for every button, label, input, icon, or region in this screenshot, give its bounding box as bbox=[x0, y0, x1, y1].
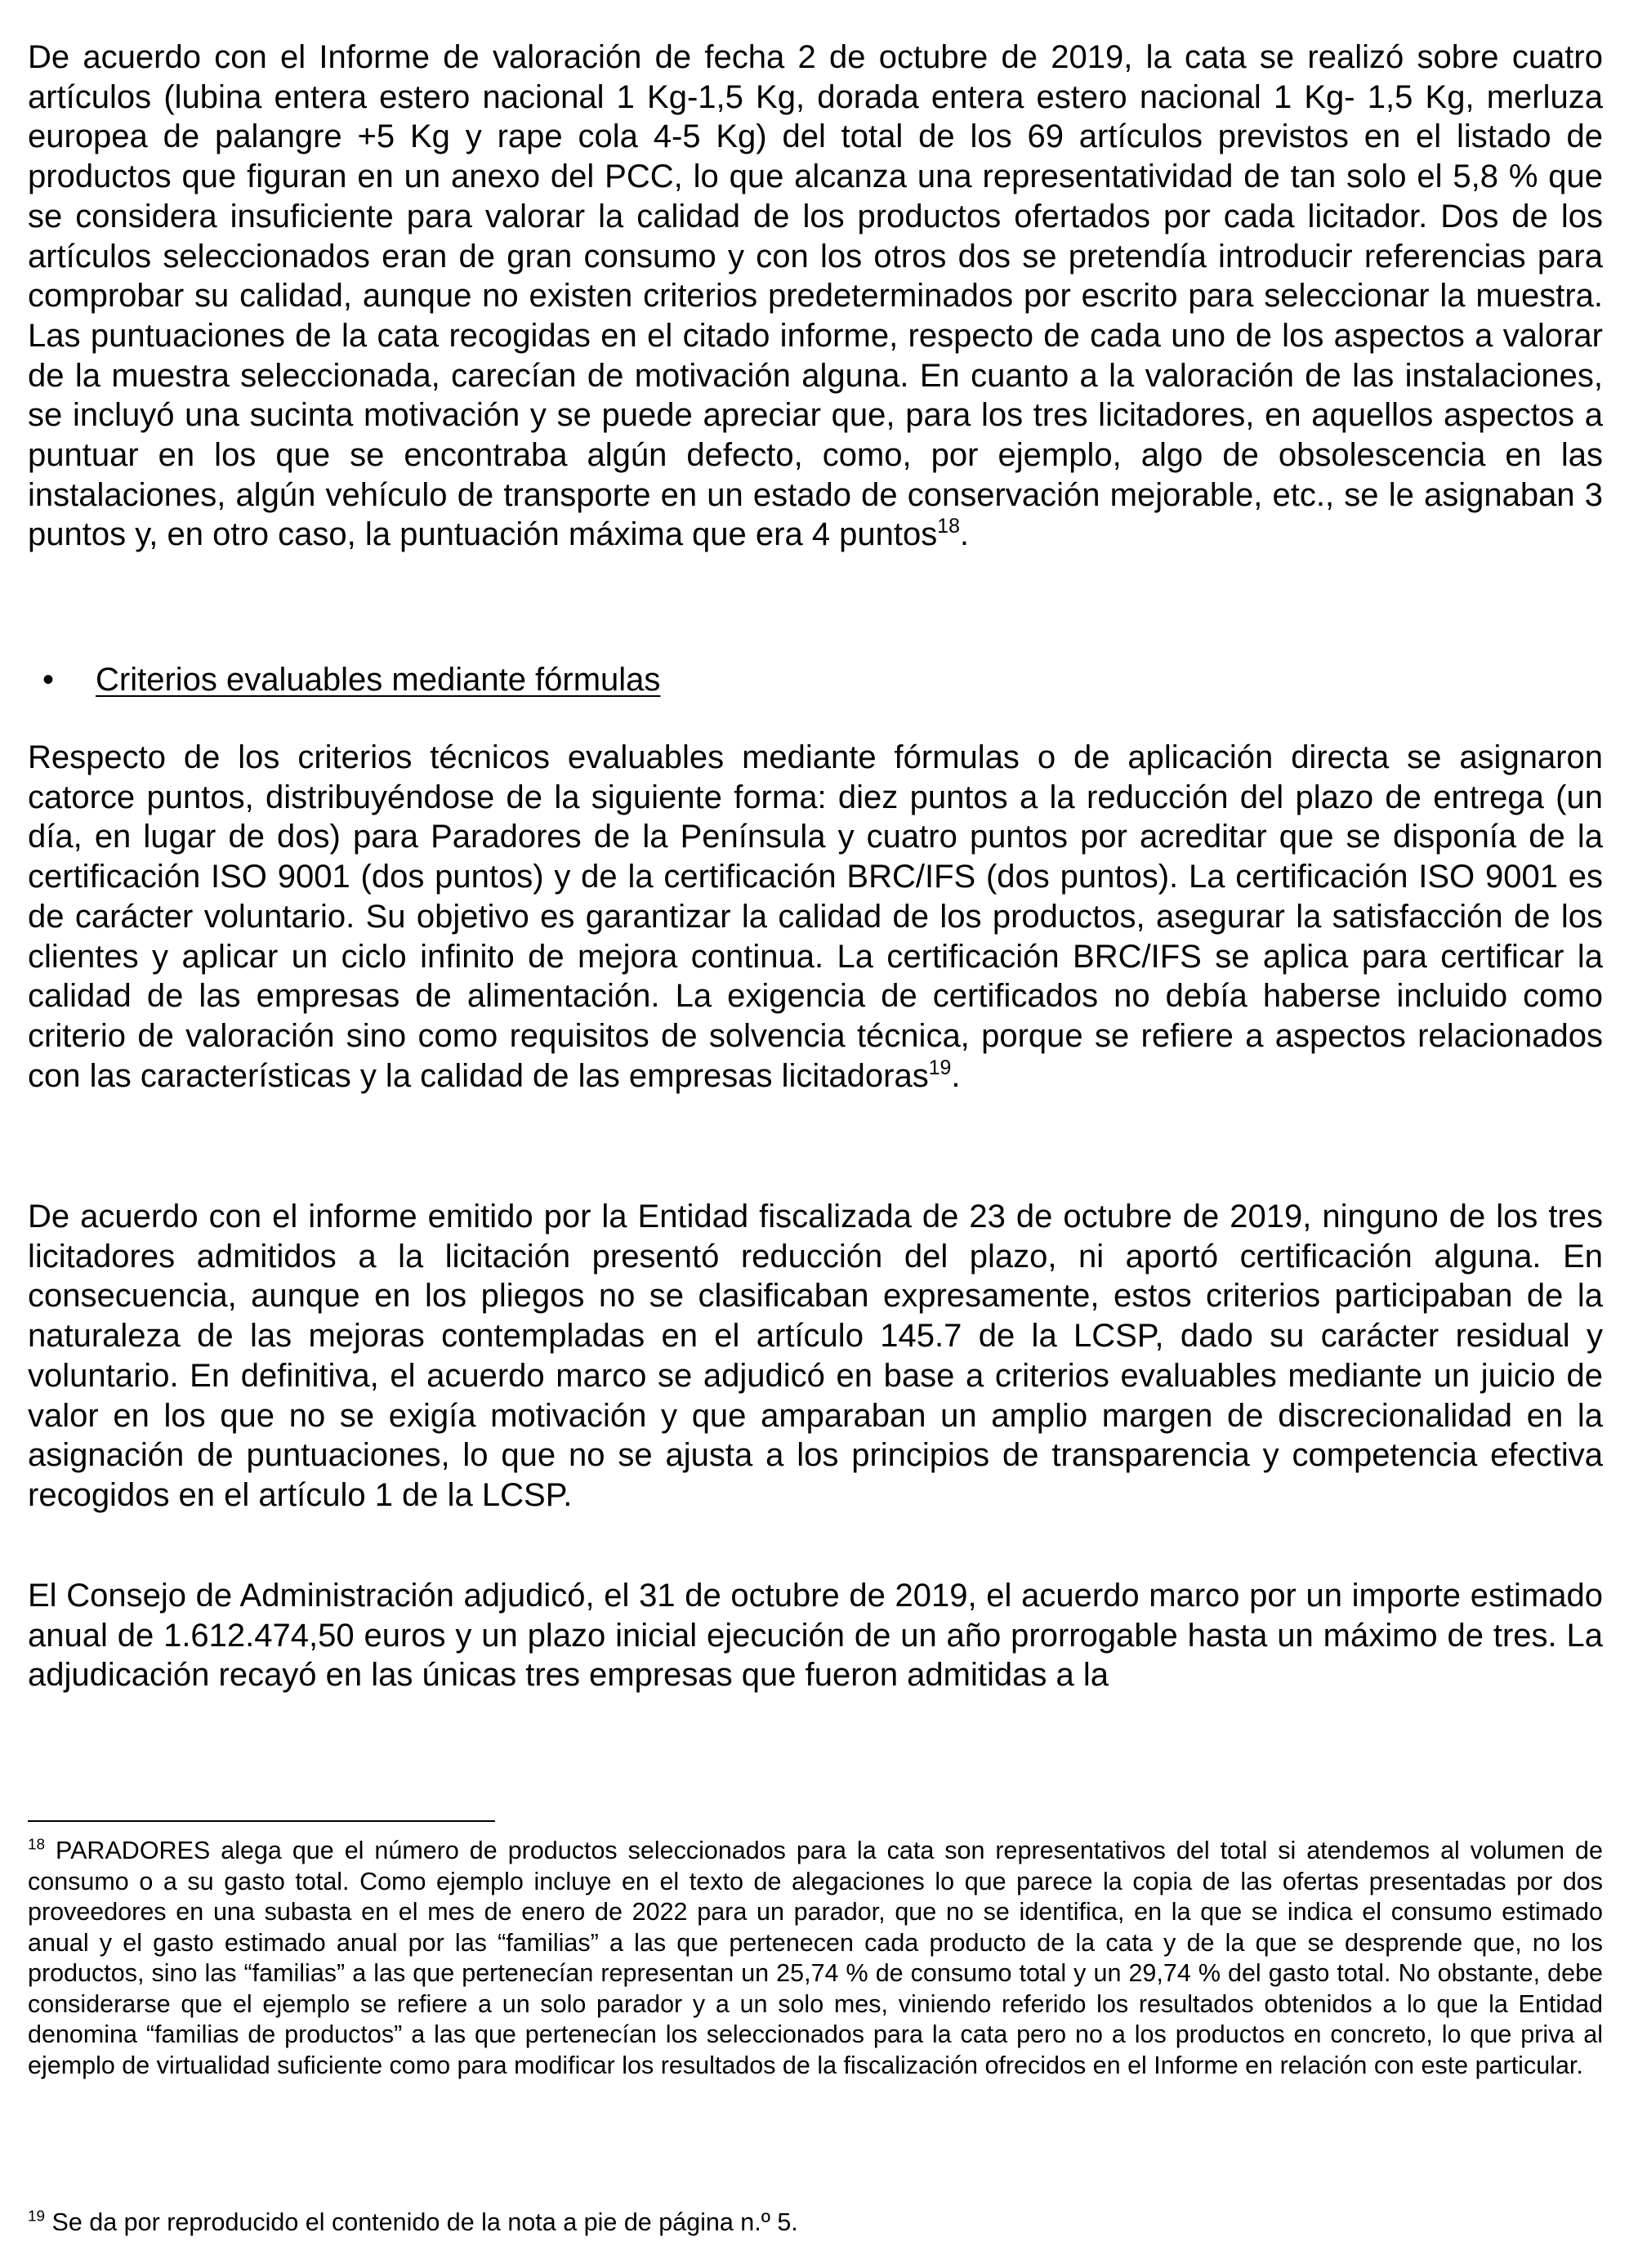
footnote-number: 18 bbox=[28, 1836, 46, 1854]
section-heading: Criterios evaluables mediante fórmulas bbox=[96, 662, 661, 698]
footnote-text: Se da por reproducido el contenido de la nota a pie de página n.º 5. bbox=[45, 2208, 798, 2236]
paragraph-text: Respecto de los criterios técnicos evaluables mediante fórmulas o de aplicación directa se asignaron catorce puntos, distribuyéndose de la siguiente forma: diez puntos a la reducción del plazo de entrega (un día, en lugar de dos) para Paradores de la Península y cuatro puntos por acreditar que se disponía de la certificación ISO 9001 (dos puntos) y de la certificación BRC/IFS (dos puntos). La certificación ISO 9001 es de carácter voluntario. Su objetivo es garantizar la calidad de los productos, asegurar la satisfacción de los clientes y aplicar un ciclo infinito de mejora continua. La certificación BRC/IFS se aplica para certificar la calidad de las empresas de alimentación. La exigencia de certificados no debía haberse incluido como criterio de valoración sino como requisitos de solvencia técnica, porque se refiere a aspectos relacionados con las características y la calidad de las empresas licitadoras bbox=[28, 739, 1603, 1094]
paragraph-text: De acuerdo con el Informe de valoración de fecha 2 de octubre de 2019, la cata se realizó sobre cuatro artículos (lubina entera estero nacional 1 Kg-1,5 Kg, dorada entera estero nacional 1 Kg- 1,5 Kg, merluza europea de palangre +5 Kg y rape cola 4-5 Kg) del total de los 69 artículos previstos en el listado de productos que figuran en un anexo del PCC, lo que alcanza una representatividad de tan solo el 5,8 % que se considera insuficiente para valorar la calidad de los productos ofertados por cada licitador. Dos de los artículos seleccionados eran de gran consumo y con los otros dos se pretendía introducir referencias para comprobar su calidad, aunque no existen criterios predeterminados por escrito para seleccionar la muestra. Las puntuaciones de la cata recogidas en el citado informe, respecto de cada uno de los aspectos a valorar de la muestra seleccionada, carecían de motivación alguna. En cuanto a la valoración de las instalaciones, se incluyó una sucinta motivación y se puede apreciar que, para los tres licitadores, en aquellos aspectos a puntuar en los que se encontraba algún defecto, como, por ejemplo, algo de obsolescencia en las instalaciones, algún vehículo de transporte en un estado de conservación mejorable, etc., se le asignaban 3 puntos y, en otro caso, la puntuación máxima que era 4 puntos bbox=[28, 39, 1603, 553]
paragraph-end: . bbox=[951, 1057, 961, 1094]
paragraph-end: . bbox=[959, 516, 969, 553]
paragraph-criterios-formulas bbox=[28, 738, 1603, 1096]
footnote-number: 19 bbox=[28, 2208, 46, 2226]
footnote-18 bbox=[28, 1836, 1603, 2081]
footnote-ref-19[interactable]: 19 bbox=[928, 1056, 952, 1079]
footnote-ref-18[interactable]: 18 bbox=[937, 516, 960, 538]
footnote-text: PARADORES alega que el número de productos seleccionados para la cata son representativos del total si atendemos al volumen de consumo o a su gasto total. Como ejemplo incluye en el texto de alegaciones lo que parece la copia de las ofertas presentadas por dos proveedores en una subasta en el mes de enero de 2022 para un parador, que no se identifica, en la que se indica el consumo estimado anual y el gasto estimado anual por las “familias” a las que pertenecen cada producto de la cata y de la que se desprende que, no los productos, sino las “familias” a las que pertenecían representan un 25,74 % de consumo total y un 29,74 % del gasto total. No obstante, debe considerarse que el ejemplo se refiere a un solo parador y a un solo mes, viniendo referido los resultados obtenidos a lo que la Entidad denomina “familias de productos” a las que pertenecían los seleccionados para la cata pero no a los productos en concreto, lo que priva al ejemplo de virtualidad suficiente como para modificar los resultados de la fiscalización ofrecidos en el Informe en relación con este particular. bbox=[28, 1837, 1603, 2079]
paragraph-adjudicacion bbox=[28, 1576, 1603, 1695]
paragraph-text: De acuerdo con el informe emitido por la Entidad fiscalizada de 23 de octubre de 2019, ninguno de los tres licitadores admitidos a la licitación presentó reducción del plazo, ni aportó certificación alguna. En consecuencia, aunque en los pliegos no se clasificaban expresamente, estos criterios participaban de la naturaleza de las mejoras contempladas en el artículo 145.7 de la LCSP, dado su carácter residual y voluntario. En definitiva, el acuerdo marco se adjudicó en base a criterios evaluables mediante un juicio de valor en los que no se exigía motivación y que amparaban un amplio margen de discrecionalidad en la asignación de puntuaciones, lo que no se ajusta a los principios de transparencia y competencia efectiva recogidos en el artículo 1 de la LCSP. bbox=[28, 1199, 1603, 1513]
bullet-icon: • bbox=[42, 662, 55, 698]
footnote-separator bbox=[28, 1820, 495, 1822]
paragraph-informe-entidad bbox=[28, 1197, 1603, 1516]
footnote-19 bbox=[28, 2208, 1603, 2239]
paragraph-text: El Consejo de Administración adjudicó, el 31 de octubre de 2019, el acuerdo marco por un importe estimado anual de 1.612.474,50 euros y un plazo inicial ejecución de un año prorrogable hasta un máximo de tres. La adjudicación recayó en las únicas tres empresas que fueron admitidas a la bbox=[28, 1578, 1603, 1694]
paragraph-cata-valoracion bbox=[28, 38, 1603, 555]
